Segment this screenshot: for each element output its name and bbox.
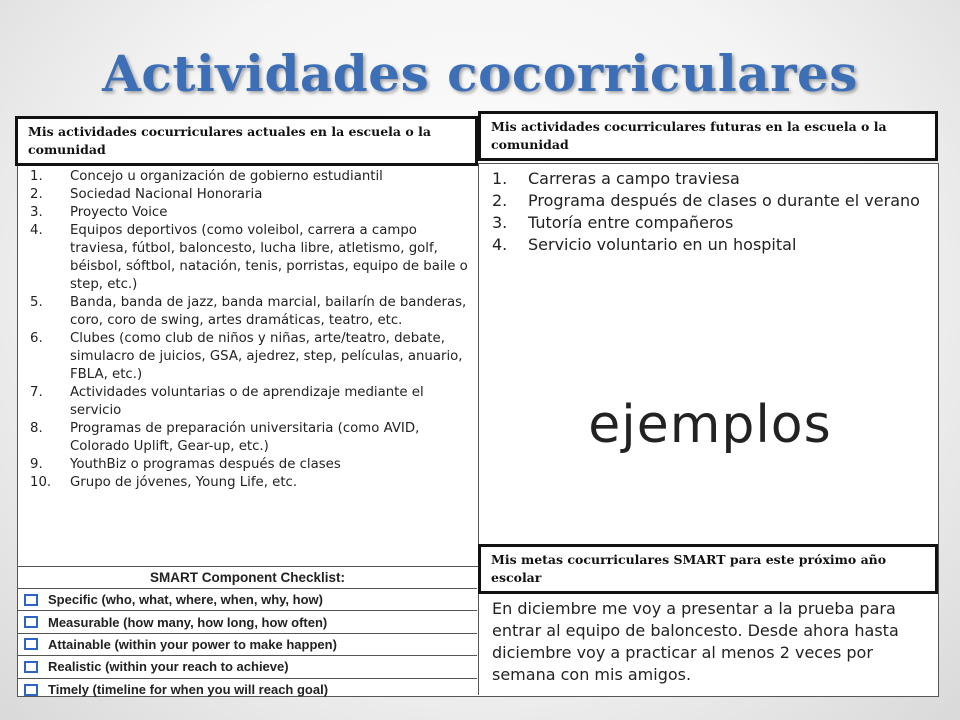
column-divider	[478, 163, 479, 695]
checkbox[interactable]	[24, 594, 38, 606]
checkbox[interactable]	[24, 684, 38, 696]
checkbox[interactable]	[24, 616, 38, 628]
checklist-item-measurable	[18, 611, 477, 633]
checklist-label: Specific (who, what, where, when, why, how)	[48, 592, 323, 608]
current-activities-header: Mis actividades cocurriculares actuales en la escuela o la comunidad	[15, 116, 478, 166]
checklist-title: SMART Component Checklist:	[18, 567, 477, 589]
checklist-label: Attainable (within your power to make happen)	[48, 636, 337, 652]
list-item: 3. Tutoría entre compañeros	[492, 213, 734, 232]
checkbox[interactable]	[24, 661, 38, 673]
list-item: 1. Carreras a campo traviesa	[492, 169, 740, 188]
checklist-label: Measurable (how many, how long, how often)	[48, 614, 328, 630]
list-item: 2. Programa después de clases o durante el verano	[492, 191, 920, 210]
checklist-label: Realistic (within your reach to achieve)	[48, 659, 289, 675]
list-item: 5. Banda, banda de jazz, banda marcial, bailarín de banderas, coro, coro de swing, artes dramáticas, teatro, etc.	[30, 295, 467, 328]
list-item: 4. Equipos deportivos (como voleibol, carrera a campo traviesa, fútbol, baloncesto, lucha libre, atletismo, golf, béisbol, sóftbol, natación, tenis, porristas, equipo de baile o step, etc.)	[30, 223, 468, 292]
list-item: 2. Sociedad Nacional Honoraria	[30, 187, 263, 202]
list-item: 3. Proyecto Voice	[30, 205, 168, 220]
checklist-label: Timely (timeline for when you will reach goal)	[48, 682, 329, 698]
list-item: 10. Grupo de jóvenes, Young Life, etc.	[30, 475, 298, 490]
future-activities-header: Mis actividades cocurriculares futuras en la escuela o la comunidad	[478, 111, 938, 161]
smart-goals-header: Mis metas cocurriculares SMART para este próximo año escolar	[478, 544, 938, 594]
future-activities-list	[492, 168, 922, 256]
examples-label: ejemplos	[588, 395, 832, 455]
list-item: 7. Actividades voluntarias o de aprendizaje mediante el servicio	[30, 385, 424, 418]
smart-goal-text: En diciembre me voy a presentar a la prueba para entrar al equipo de baloncesto. Desde ahora hasta diciembre voy a practicar al menos 2 veces por semana con mis amigos.	[492, 599, 899, 684]
list-item: 8. Programas de preparación universitaria (como AVID, Colorado Uplift, Gear-up, etc.)	[30, 421, 420, 454]
list-item: 6. Clubes (como club de niños y niñas, arte/teatro, debate, simulacro de juicios, GSA, ajedrez, step, películas, anuario, FBLA, etc.)	[30, 331, 463, 382]
current-activities-list	[30, 168, 470, 492]
list-item: 9. YouthBiz o programas después de clases	[30, 457, 341, 472]
checkbox[interactable]	[24, 638, 38, 650]
list-item: 4. Servicio voluntario en un hospital	[492, 235, 797, 254]
checklist-item-timely	[18, 679, 477, 701]
checklist-item-specific	[18, 589, 477, 611]
checklist-item-attainable	[18, 634, 477, 656]
smart-checklist	[18, 567, 477, 701]
checklist-item-realistic	[18, 656, 477, 678]
page-title: Actividades cocorriculares	[102, 44, 858, 103]
list-item: 1. Concejo u organización de gobierno estudiantil	[30, 169, 383, 184]
